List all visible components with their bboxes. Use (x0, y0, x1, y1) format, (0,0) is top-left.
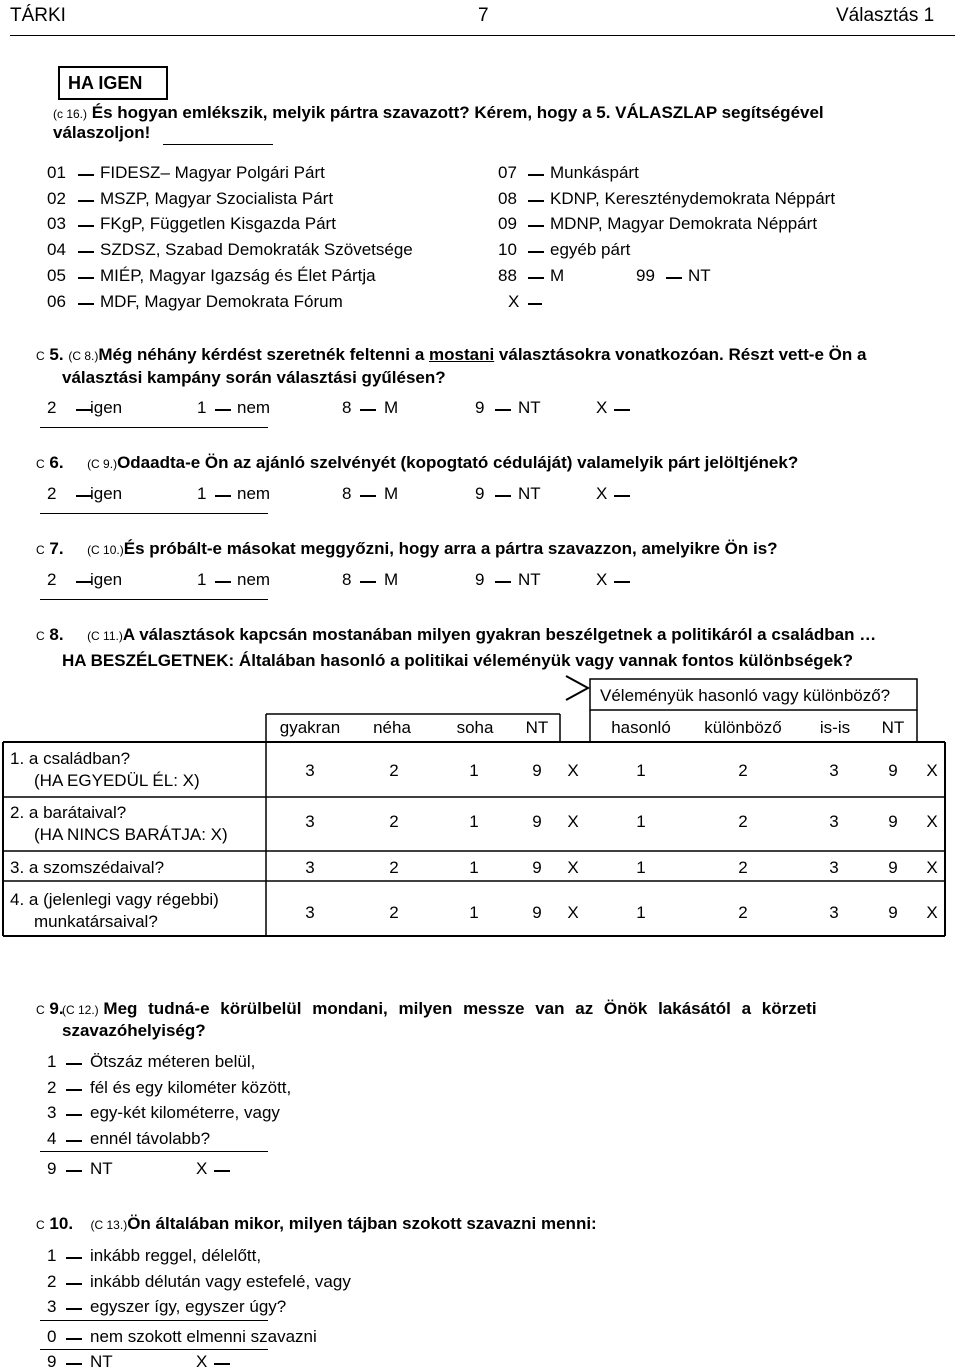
option-dash (66, 1089, 82, 1091)
party-number: 04 (47, 240, 66, 260)
table-code-cell: 2 (389, 858, 399, 877)
party-number: 10 (498, 240, 517, 260)
q0-line1: (c 16.) És hogyan emlékszik, melyik pártra szavazott? Kérem, hogy a 5. VÁLASZLAP segítségével (53, 103, 824, 122)
option-number: X (196, 1352, 208, 1371)
party-number: 06 (47, 291, 66, 311)
answer-label: igen (90, 398, 123, 417)
option-label: egyszer így, egyszer úgy? (90, 1297, 287, 1316)
answer-number: 8 (342, 398, 352, 417)
table-row-sublabel: (HA EGYEDÜL ÉL: X) (34, 771, 200, 790)
table-code-cell: 9 (888, 858, 898, 877)
answer-label: NT (518, 570, 541, 589)
table-code-cell: X (567, 812, 579, 831)
q0-line2: válaszoljon! (53, 123, 151, 142)
table-code-cell: 2 (738, 761, 748, 780)
page-number: 7 (478, 5, 489, 26)
party-number: 09 (498, 214, 517, 234)
answer-number: 2 (47, 398, 57, 417)
party-label: MSZP, Magyar Szocialista Párt (100, 188, 334, 208)
table-code-cell: 1 (469, 761, 479, 780)
party-label: M (550, 265, 565, 285)
option-number: 3 (47, 1103, 57, 1122)
q10-rule-1 (40, 1320, 268, 1321)
q5-line1: C 5. (C 8.)Még néhány kérdést szeretnék feltenni a mostani választásokra vonatkozóan. Részt vett-e Ön a (36, 345, 867, 364)
option-label: ennél távolabb? (90, 1128, 211, 1148)
table-code-cell: 1 (636, 903, 646, 922)
table-row-label: 1. a családban? (10, 749, 131, 768)
answer-label: igen (90, 570, 123, 589)
table-code-cell: 1 (469, 812, 479, 831)
table-code-cell: X (926, 761, 938, 780)
table-row-label: 4. a (jelenlegi vagy régebbi) (10, 890, 219, 909)
answer-label: M (384, 398, 399, 417)
q5-line2: választási kampány során választási gyűlésen? (62, 368, 446, 387)
q9-text: (C 12.) Meg tudná-e körülbelül mondani, milyen messze van az Önök lakásától a körzeti (62, 999, 817, 1018)
answer-number: X (596, 398, 608, 417)
option-number: 1 (47, 1052, 57, 1071)
table-code-cell: 9 (532, 761, 542, 780)
table-header-cell: gyakran (279, 718, 341, 737)
option-label: nem szokott elmenni szavazni (90, 1327, 317, 1346)
table-row-label: 2. a barátaival? (10, 803, 127, 822)
q6-line: C 6. (C 9.)Odaadta-e Ön az ajánló szelvényét (kopogtató céduláját) valamelyik párt jelöltjének? (36, 453, 799, 472)
party-number: 99 (636, 265, 655, 285)
party-number: 88 (498, 265, 517, 285)
q8-branch-label: Véleményük hasonló vagy különböző? (600, 686, 891, 705)
table-code-cell: 3 (829, 761, 839, 780)
option-label: Ötszáz méteren belül, (90, 1052, 256, 1071)
q7-line: C 7. (C 10.)És próbált-e másokat meggyőzni, hogy arra a pártra szavazzon, amelyikre Ön is? (36, 539, 778, 558)
party-number: 03 (47, 214, 66, 234)
option-label: inkább reggel, délelőtt, (90, 1246, 262, 1265)
option-number: 4 (47, 1128, 57, 1148)
answer-number: 1 (197, 484, 207, 503)
answer-number: X (596, 484, 608, 503)
option-label: NT (90, 1352, 113, 1371)
answer-label: NT (518, 398, 541, 417)
q9-line2: szavazóhelyiség? (62, 1021, 206, 1040)
table-code-cell: 1 (636, 761, 646, 780)
table-code-cell: 2 (389, 761, 399, 780)
option-dash (66, 1283, 82, 1285)
q8-line1: C 8. (C 11.)A választások kapcsán mostanában milyen gyakran beszélgetnek a politikáról a családban … (36, 625, 877, 644)
table-code-cell: 9 (888, 812, 898, 831)
party-label: MDF, Magyar Demokrata Fórum (100, 291, 343, 311)
party-label: NT (688, 265, 711, 285)
answer-number: 8 (342, 570, 352, 589)
table-code-cell: 1 (636, 858, 646, 877)
answer-number: 1 (197, 570, 207, 589)
answer-number: 8 (342, 484, 352, 503)
option-dash (214, 1363, 230, 1365)
option-dash (66, 1308, 82, 1310)
table-code-cell: 9 (888, 761, 898, 780)
table-code-cell: X (567, 903, 579, 922)
option-label: NT (90, 1159, 113, 1178)
party-label: FIDESZ– Magyar Polgári Párt (100, 163, 325, 182)
option-dash (66, 1063, 82, 1065)
q10-rule-2 (40, 1349, 268, 1350)
party-number: X (508, 291, 520, 311)
table-code-cell: 2 (389, 812, 399, 831)
party-label: SZDSZ, Szabad Demokraták Szövetsége (100, 240, 413, 260)
table-code-cell: 2 (738, 903, 748, 922)
answer-label: nem (237, 570, 271, 589)
option-dash (66, 1338, 82, 1340)
table-code-cell: 9 (532, 903, 542, 922)
table-row-sublabel: (HA NINCS BARÁTJA: X) (34, 825, 228, 844)
option-number: 2 (47, 1271, 57, 1291)
party-label: egyéb párt (550, 240, 631, 260)
answer-number: 9 (475, 484, 485, 503)
answer-label: M (384, 570, 399, 589)
q9-line1: C 9. (36, 999, 64, 1018)
party-label: MDNP, Magyar Demokrata Néppárt (550, 214, 818, 234)
answer-label: igen (90, 484, 123, 503)
table-code-cell: X (926, 858, 938, 877)
option-dash (66, 1257, 82, 1259)
option-dash (66, 1170, 82, 1172)
table-header-cell: különböző (704, 718, 782, 737)
table-code-cell: X (567, 858, 579, 877)
option-number: 9 (47, 1159, 57, 1178)
table-code-cell: 1 (469, 858, 479, 877)
answer-label: M (384, 484, 399, 503)
table-header-cell: NT (881, 718, 905, 737)
option-dash (66, 1140, 82, 1142)
table-code-cell: 9 (888, 903, 898, 922)
table-header-cell: is-is (819, 718, 851, 737)
party-number: 05 (47, 265, 66, 285)
option-number: 3 (47, 1297, 57, 1316)
option-number: 0 (47, 1327, 57, 1346)
table-code-cell: 3 (829, 858, 839, 877)
party-number: 01 (47, 163, 66, 182)
table-code-cell: 3 (829, 903, 839, 922)
party-label: Munkáspárt (550, 163, 639, 182)
party-number: 08 (498, 188, 517, 208)
table-header-cell: néha (373, 718, 411, 737)
table-header-cell: hasonló (611, 718, 671, 737)
table-code-cell: X (567, 761, 579, 780)
table-header-cell: soha (456, 718, 494, 737)
option-number: 9 (47, 1352, 57, 1371)
table-code-cell: 3 (829, 812, 839, 831)
party-label: MIÉP, Magyar Igazság és Élet Pártja (100, 265, 376, 285)
option-dash (66, 1363, 82, 1365)
option-number: 2 (47, 1077, 57, 1097)
answer-label: NT (518, 484, 541, 503)
option-dash (66, 1114, 82, 1116)
q8-line2: HA BESZÉLGETNEK: Általában hasonló a politikai véleményük vagy vannak fontos különbségek? (62, 651, 853, 670)
party-number: 02 (47, 188, 66, 208)
answer-label: nem (237, 484, 271, 503)
table-code-cell: 3 (305, 903, 315, 922)
answer-number: 9 (475, 398, 485, 417)
table-code-cell: X (926, 812, 938, 831)
table-code-cell: 1 (636, 812, 646, 831)
table-row-label: 3. a szomszédaival? (10, 858, 165, 877)
ha-igen-label: HA IGEN (68, 73, 143, 93)
option-number: 1 (47, 1246, 57, 1265)
header-left: TÁRKI (10, 5, 66, 26)
table-code-cell: 3 (305, 858, 315, 877)
table-code-cell: 2 (389, 903, 399, 922)
table-code-cell: 2 (738, 812, 748, 831)
option-label: fél és egy kilométer között, (90, 1077, 292, 1097)
table-code-cell: 3 (305, 812, 315, 831)
option-label: inkább délután vagy estefelé, vagy (90, 1271, 351, 1291)
answer-number: 9 (475, 570, 485, 589)
table-code-cell: 1 (469, 903, 479, 922)
answer-label: nem (237, 398, 271, 417)
answer-number: 2 (47, 484, 57, 503)
party-number: 07 (498, 163, 517, 182)
party-label: FKgP, Független Kisgazda Párt (100, 214, 336, 234)
answer-number: X (596, 570, 608, 589)
table-code-cell: 9 (532, 858, 542, 877)
option-label: egy-két kilométerre, vagy (90, 1103, 280, 1122)
answer-number: 2 (47, 570, 57, 589)
q9-rule (40, 1151, 268, 1152)
table-code-cell: 2 (738, 858, 748, 877)
table-header-cell: NT (525, 718, 549, 737)
header-right: Választás 1 (836, 5, 935, 26)
table-row-sublabel: munkatársaival? (34, 912, 158, 931)
table-code-cell: X (926, 903, 938, 922)
answer-number: 1 (197, 398, 207, 417)
q10-line: C 10. (C 13.)Ön általában mikor, milyen tájban szokott szavazni menni: (36, 1214, 597, 1233)
option-number: X (196, 1159, 208, 1178)
table-code-cell: 9 (532, 812, 542, 831)
party-label: KDNP, Kereszténydemokrata Néppárt (550, 188, 836, 208)
table-code-cell: 3 (305, 761, 315, 780)
option-dash (214, 1170, 230, 1172)
